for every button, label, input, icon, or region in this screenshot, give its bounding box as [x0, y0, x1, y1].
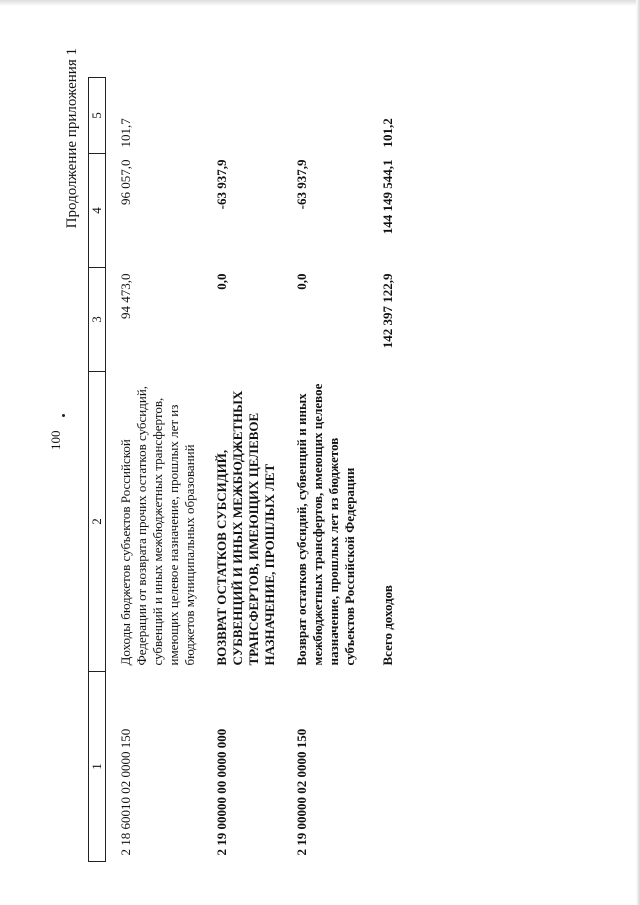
total-value-col3: 142 397 122,9 [380, 273, 395, 349]
row-value-col5 [282, 78, 362, 154]
scan-edge-right [636, 0, 640, 905]
row-value-col5: 101,7 [118, 118, 133, 148]
page-number: 100 [48, 430, 63, 450]
row-code: 2 19 00000 00 0000 000 [214, 728, 229, 856]
column-header-3: 3 [89, 268, 106, 372]
table-row [282, 78, 362, 862]
row-code: 2 18 60010 02 0000 150 [118, 728, 133, 856]
row-value-col4: -63 937,9 [214, 159, 229, 210]
row-code [362, 672, 400, 862]
total-row [362, 78, 400, 862]
row-value-col5 [202, 78, 282, 154]
row-code: 2 19 00000 02 0000 150 [294, 728, 309, 856]
header-row [89, 78, 106, 862]
row-value-col3: 0,0 [214, 273, 229, 290]
row-value-col4: -63 937,9 [294, 159, 309, 210]
row-name: ВОЗВРАТ ОСТАТКОВ СУБСИДИЙ, СУБВЕНЦИЙ И ИНЫХ МЕЖБЮДЖЕТНЫХ ТРАНСФЕРТОВ, ИМЕЮЩИХ ЦЕЛЕВОЕ НАЗНАЧЕНИЕ, ПРОШЛЫХ ЛЕТ [214, 390, 277, 666]
revenue-table [88, 77, 400, 862]
column-header-5: 5 [89, 78, 106, 154]
row-value-col4: 96 057,0 [118, 159, 133, 205]
column-header-1: 1 [89, 672, 106, 862]
row-value-col3: 0,0 [294, 273, 309, 290]
row-name: Доходы бюджетов субъектов Российской Федерации от возврата прочих остатков субсидий, субвенций и иных межбюджетных трансфертов, имеющих целевое назначение, прошлых лет из бюджетов муниципальных образований [118, 385, 197, 666]
continuation-label: Продолжение приложения 1 [64, 48, 80, 229]
column-header-2: 2 [89, 372, 106, 672]
rotated-sheet [60, 42, 480, 862]
table-row [106, 78, 203, 862]
row-name: Возврат остатков субсидий, субвенций и иных межбюджетных трансфертов, имеющих целевое назначение, прошлых лет из бюджетов субъектов Российской Федерации [294, 383, 357, 666]
table-row [202, 78, 282, 862]
scan-edge-top [0, 0, 640, 6]
row-value-col3: 94 473,0 [118, 273, 133, 319]
total-value-col4: 144 149 544,1 [380, 159, 395, 235]
total-value-col5: 101,2 [380, 118, 395, 148]
column-header-4: 4 [89, 154, 106, 268]
total-label: Всего доходов [380, 585, 395, 666]
